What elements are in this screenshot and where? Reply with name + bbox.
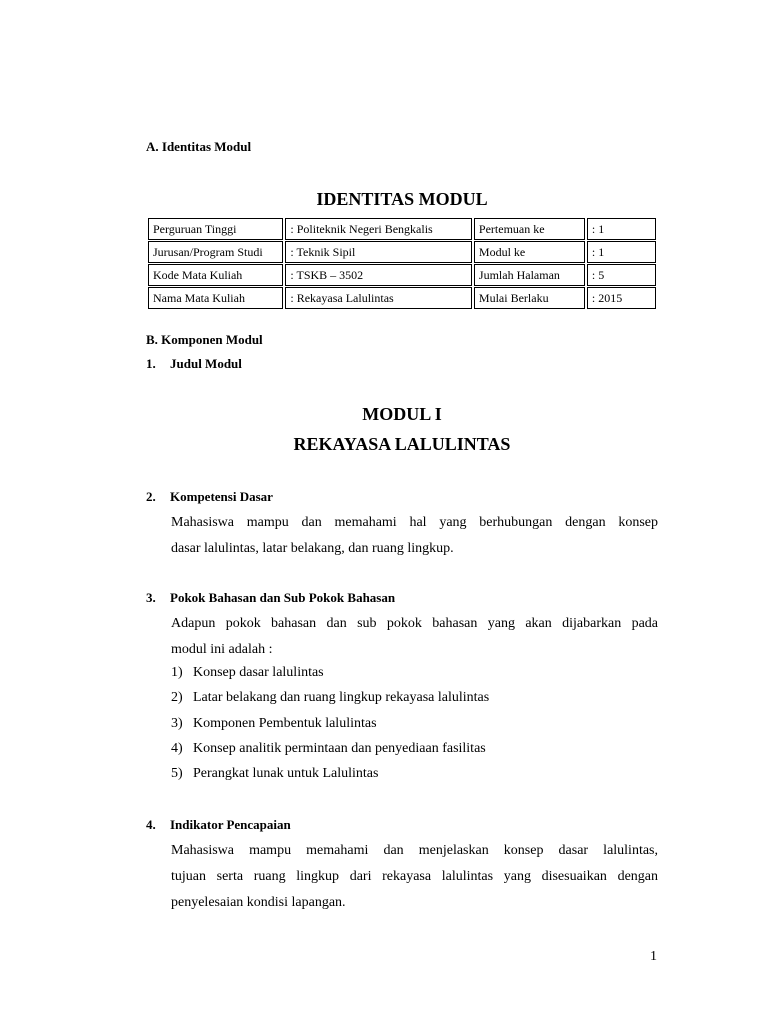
item-number: 3.	[146, 590, 156, 605]
item-3-heading	[146, 590, 395, 606]
item-title: Kompetensi Dasar	[170, 489, 273, 504]
table-cell: : Teknik Sipil	[285, 241, 472, 263]
item-title: Pokok Bahasan dan Sub Pokok Bahasan	[170, 590, 396, 605]
paragraph-line: Adapun pokok bahasan dan sub pokok bahasan yang akan dijabarkan pada	[171, 616, 658, 631]
paragraph-line: tujuan serta ruang lingkup dari rekayasa lalulintas yang disesuaikan dengan	[171, 869, 658, 884]
identity-table	[146, 217, 658, 310]
table-row	[148, 218, 656, 240]
table-cell: Jumlah Halaman	[474, 264, 585, 286]
list-text: Perangkat lunak untuk Lalulintas	[193, 766, 379, 782]
table-cell: Mulai Berlaku	[474, 287, 585, 309]
pokok-list	[171, 660, 489, 786]
section-b-heading: B. Komponen Modul	[146, 332, 263, 347]
list-item	[171, 736, 489, 761]
table-cell: : 1	[587, 241, 656, 263]
table-cell: : Rekayasa Lalulintas	[285, 287, 472, 309]
item-number: 1.	[146, 356, 156, 371]
list-number: 1)	[171, 665, 183, 680]
list-number: 3)	[171, 715, 183, 731]
table-cell: Kode Mata Kuliah	[148, 264, 283, 286]
table-cell: : 2015	[587, 287, 656, 309]
item-number: 4.	[146, 817, 156, 832]
paragraph-line: Mahasiswa mampu dan memahami hal yang berhubungan dengan konsep	[171, 515, 658, 530]
table-cell: Perguruan Tinggi	[148, 218, 283, 240]
table-cell: : 1	[587, 218, 656, 240]
table-cell: Nama Mata Kuliah	[148, 287, 283, 309]
identity-table-title: IDENTITAS MODUL	[316, 189, 488, 209]
list-item	[171, 660, 489, 685]
item-4-heading	[146, 817, 291, 833]
pokok-paragraph	[171, 611, 658, 663]
table-cell: Jurusan/Program Studi	[148, 241, 283, 263]
section-a-heading: A. Identitas Modul	[146, 139, 252, 154]
paragraph-line: Mahasiswa mampu memahami dan menjelaskan konsep dasar lalulintas,	[171, 843, 658, 858]
table-cell: : Politeknik Negeri Bengkalis	[285, 218, 472, 240]
kompetensi-paragraph	[171, 510, 658, 562]
list-text: Komponen Pembentuk lalulintas	[193, 715, 377, 731]
table-cell: Modul ke	[474, 241, 585, 263]
paragraph-line: penyelesaian kondisi lapangan.	[171, 895, 346, 910]
list-number: 4)	[171, 740, 183, 756]
item-title: Indikator Pencapaian	[170, 817, 291, 832]
list-text: Latar belakang dan ruang lingkup rekayasa lalulintas	[193, 690, 490, 706]
list-number: 2)	[171, 690, 183, 706]
list-item	[171, 711, 489, 736]
module-title-line2: REKAYASA LALULINTAS	[293, 434, 511, 454]
list-text: Konsep dasar lalulintas	[193, 665, 324, 680]
table-cell: : TSKB – 3502	[285, 264, 472, 286]
paragraph-line: modul ini adalah :	[171, 642, 273, 657]
item-title: Judul Modul	[170, 356, 242, 371]
table-row	[148, 264, 656, 286]
list-number: 5)	[171, 766, 183, 782]
indikator-paragraph	[171, 838, 658, 916]
page-number: 1	[650, 949, 657, 964]
item-1-heading	[146, 356, 242, 372]
paragraph-line: dasar lalulintas, latar belakang, dan ruang lingkup.	[171, 541, 454, 556]
table-row	[148, 287, 656, 309]
table-row	[148, 241, 656, 263]
list-item	[171, 685, 489, 710]
list-item	[171, 761, 489, 786]
table-cell: : 5	[587, 264, 656, 286]
item-number: 2.	[146, 489, 156, 504]
table-cell: Pertemuan ke	[474, 218, 585, 240]
item-2-heading	[146, 489, 273, 505]
list-text: Konsep analitik permintaan dan penyediaan fasilitas	[193, 740, 486, 756]
module-title-line1: MODUL I	[362, 404, 442, 424]
